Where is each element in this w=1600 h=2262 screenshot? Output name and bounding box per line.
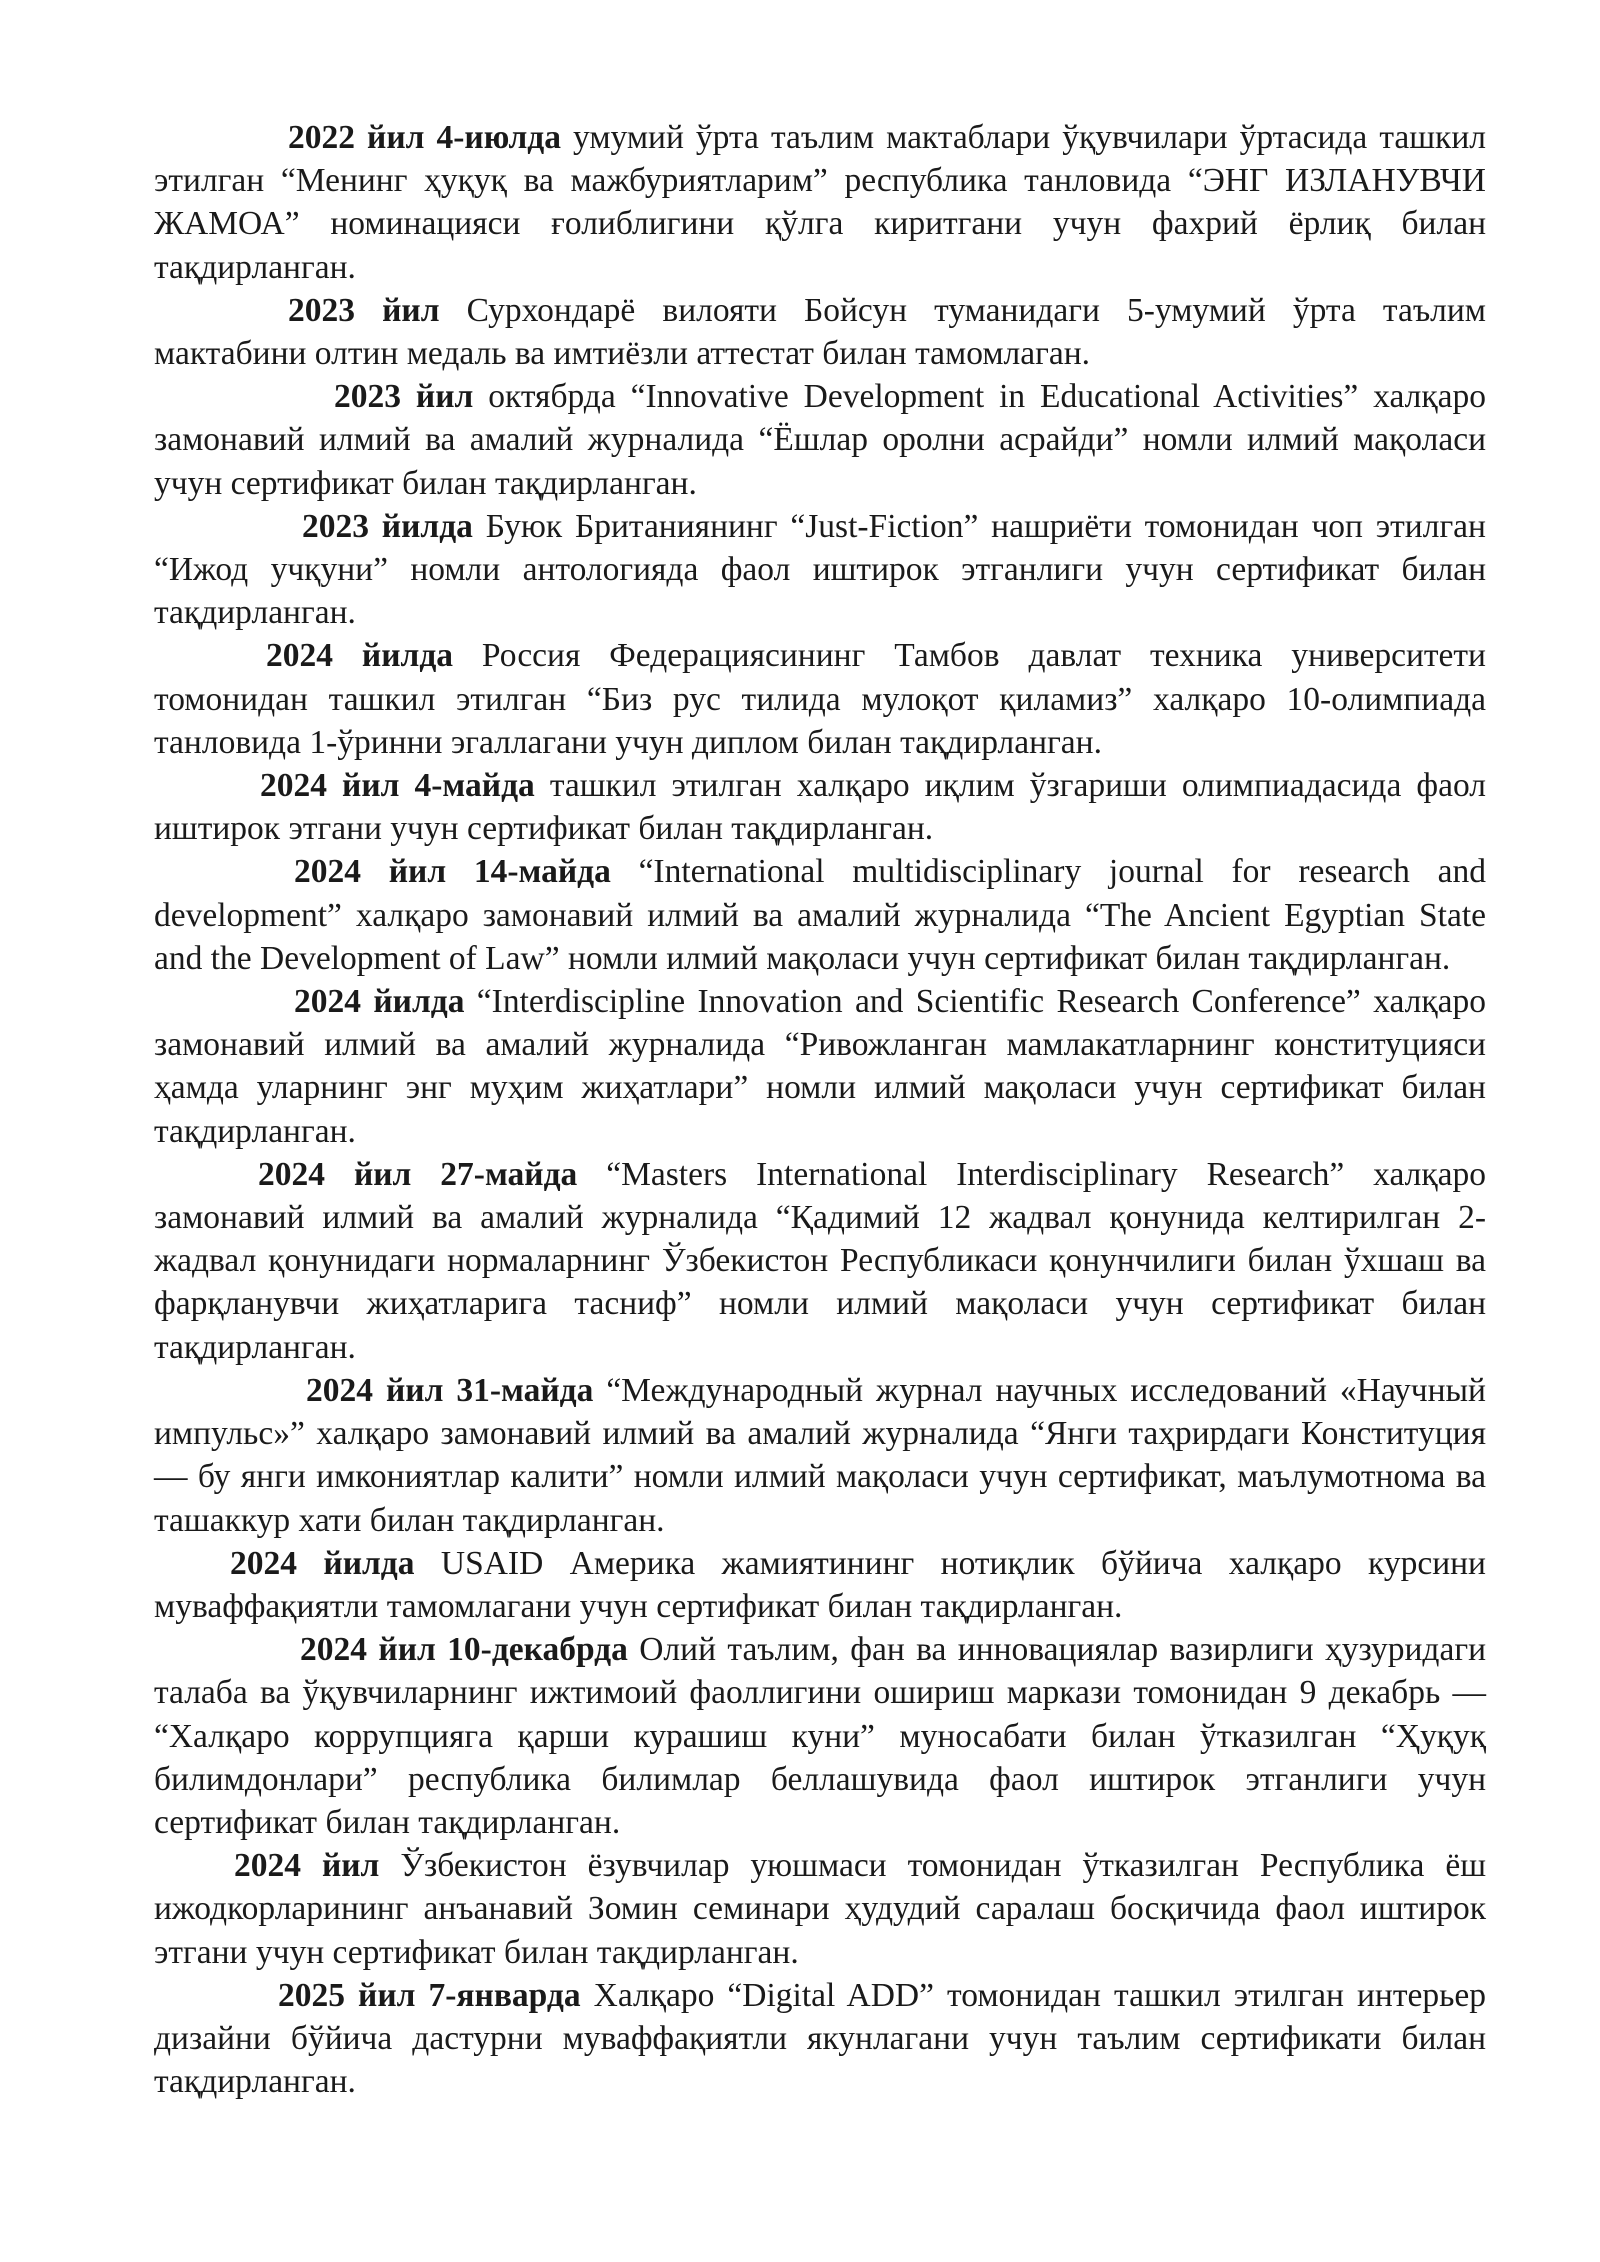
achievement-entry: [154, 1974, 1486, 2104]
entry-date: 2023 йил: [334, 378, 474, 416]
entry-date: 2024 йилда: [266, 637, 454, 675]
entry-date: 2024 йил 14-майда: [294, 853, 611, 891]
entry-text: “International multidisciplinary journal for research and development” халқаро замонавий илмий ва амалий журналида “The Ancient Egyptian State and the Development of Law” номли илмий мақоласи учун сертификат билан тақдирланган.: [154, 853, 1486, 977]
entry-text: Ўзбекистон ёзувчилар уюшмаси томонидан ўтказилган Республика ёш ижодкорларининг анъанавий Зомин семинари ҳудудий саралаш босқичида фаол иштирок этгани учун сертификат билан тақдирланган.: [154, 1847, 1486, 1971]
achievement-entry: [154, 634, 1486, 764]
entry-date: 2023 йилда: [302, 507, 473, 545]
entry-date: 2024 йил: [234, 1847, 380, 1885]
achievement-entry: [154, 1542, 1486, 1628]
entry-date: 2022 йил 4-июлда: [288, 119, 561, 156]
achievement-entry: [154, 764, 1486, 850]
entry-date: 2024 йилда: [230, 1544, 415, 1582]
entry-date: 2024 йил 10-декабрда: [300, 1631, 628, 1669]
achievement-entry: [154, 375, 1486, 505]
entry-text: Сурхондарё вилояти Бойсун туманидаги 5-умумий ўрта таълим мактабини олтин медаль ва имтиёзли аттестат билан тамомлаган.: [154, 291, 1486, 373]
achievement-entry: [154, 1369, 1486, 1542]
entry-date: 2025 йил 7-январда: [278, 1976, 581, 2014]
entry-date: 2024 йил 27-майда: [258, 1155, 578, 1193]
entry-date: 2024 йилда: [294, 983, 465, 1021]
achievement-entry: [154, 116, 1486, 289]
entry-text: USAID Америка жамиятининг нотиқлик бўйича халқаро курсини муваффақиятли тамомлагани учун сертификат билан тақдирланган.: [154, 1544, 1486, 1625]
achievement-entry: [154, 289, 1486, 375]
achievement-entry: [154, 850, 1486, 980]
entry-text: “Masters International Interdisciplinary Research” халқаро замонавий илмий ва амалий журналида “Қадимий 12 жадвал қонунида келтирилган 2-жадвал қонунидаги нормаларнинг Ўзбекистон Республикаси қонунчилиги билан ўхшаш ва фарқланувчи жиҳатларига тасниф” номли илмий мақоласи учун сертификат билан тақдирланган.: [154, 1155, 1486, 1366]
entry-text: “Interdiscipline Innovation and Scientific Research Conference” халқаро замонавий илмий ва амалий журналида “Ривожланган мамлакатларнинг конституцияси ҳамда уларнинг энг муҳим жиҳатлари” номли илмий мақоласи учун сертификат билан тақдирланган.: [154, 983, 1486, 1150]
entry-date: 2023 йил: [288, 291, 440, 329]
entry-date: 2024 йил 4-майда: [260, 767, 535, 805]
entry-text: Буюк Британиянинг “Just-Fiction” нашриёти томонидан чоп этилган “Ижод учқуни” номли антологияда фаол иштирок этганлиги учун сертификат билан тақдирланган.: [154, 507, 1486, 632]
entry-date: 2024 йил 31-майда: [306, 1371, 594, 1409]
achievement-entry: [154, 980, 1486, 1153]
entry-text: Олий таълим, фан ва инновациялар вазирлиги ҳузуридаги талаба ва ўқувчиларнинг ижтимоий фаоллигини ошириш маркази томонидан 9 декабрь — “Халқаро коррупцияга қарши курашиш куни” муносабати билан ўтказилган “Ҳуқуқ билимдонлари” республика билимлар беллашувида фаол иштирок этганлиги учун сертификат билан тақдирланган.: [154, 1631, 1486, 1841]
entry-text: Россия Федерациясининг Тамбов давлат техника университети томонидан ташкил этилган “Биз рус тилида мулоқот қиламиз” халқаро 10-олимпиада танловида 1-ўринни эгаллагани учун диплом билан тақдирланган.: [154, 637, 1486, 761]
entry-text: умумий ўрта таълим мактаблари ўқувчилари ўртасида ташкил этилган “Менинг ҳуқуқ ва мажбуриятларим” республика танловида “ЭНГ ИЗЛАНУВЧИ ЖАМОА” номинацияси ғолиблигини қўлга киритгани учун фахрий ёрлиқ билан тақдирланган.: [154, 119, 1486, 286]
entry-text: Халқаро “Digital ADD” томонидан ташкил этилган интерьер дизайни бўйича дастурни муваффақиятли якунлагани учун таълим сертификати билан тақдирланган.: [154, 1976, 1486, 2101]
achievement-entry: [154, 1628, 1486, 1844]
entry-text: октябрда “Innovative Development in Educational Activities” халқаро замонавий илмий ва амалий журналида “Ёшлар оролни асрайди” номли илмий мақоласи учун сертификат билан тақдирланган.: [154, 378, 1486, 502]
document-page: [154, 116, 1486, 2103]
achievement-entry: [154, 1153, 1486, 1369]
achievement-entry: [154, 1844, 1486, 1974]
achievement-entry: [154, 505, 1486, 635]
entry-text: ташкил этилган халқаро иқлим ўзгариши олимпиадасида фаол иштирок этгани учун сертификат билан тақдирланган.: [154, 767, 1486, 848]
entry-text: “Международный журнал научных исследований «Научный импульс»” халқаро замонавий илмий ва амалий журналида “Янги таҳрирдаги Конституция — бу янги имкониятлар калити” номли илмий мақоласи учун сертификат, маълумотнома ва ташаккур хати билан тақдирланган.: [154, 1371, 1486, 1539]
